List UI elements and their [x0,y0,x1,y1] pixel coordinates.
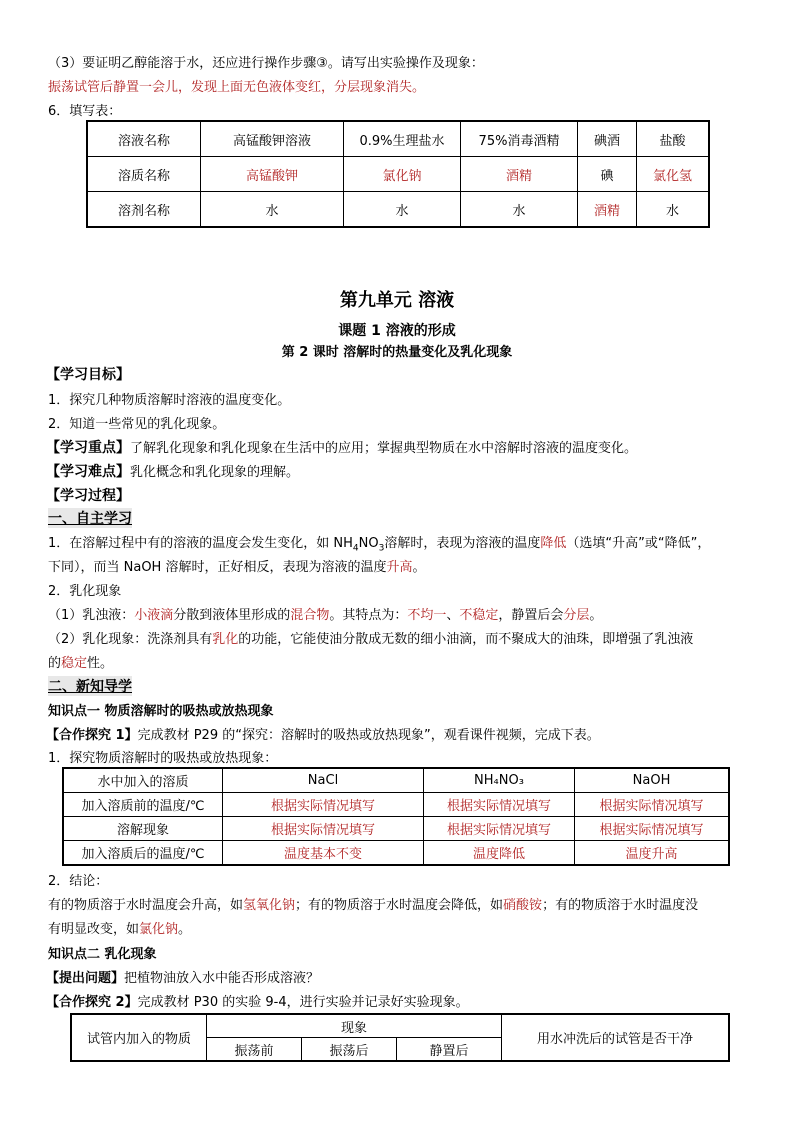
solution-table [86,120,710,228]
key-points: 【学习重点】了解乳化现象和乳化现象在生活中的应用；掌握典型物质在水中溶解时溶液的温度变化。 [46,440,638,456]
conclusion-text-cont: 有明显改变，如氯化钠。 [48,922,192,937]
dissolve-table [62,767,730,866]
table-cell: NaCl [223,768,424,793]
knowledge-point-2: 知识点二 乳化现象 [48,947,157,962]
table-row [63,768,729,793]
table-row [63,817,729,841]
table-cell: 盐酸 [637,121,710,157]
goal-item-2: 2．知道一些常见的乳化现象。 [48,417,226,432]
table-cell: 水 [637,192,710,228]
table-cell: 碘 [578,157,637,192]
table-cell: 现象 [207,1014,502,1038]
table-cell: 温度基本不变 [223,841,424,866]
table-cell: 氯化钠 [344,157,461,192]
q3-answer: 振荡试管后静置一会儿，发现上面无色液体变红，分层现象消失。 [48,80,426,95]
table-cell: 试管内加入的物质 [71,1014,207,1061]
q3-prompt: （3）要证明乙醇能溶于水，还应进行操作步骤③。请写出实验操作及现象： [48,56,484,71]
table-cell: 水 [201,192,344,228]
new-study-heading: 二、新知导学 [48,676,132,696]
table-cell: 溶液名称 [87,121,201,157]
table-cell: 0.9%生理盐水 [344,121,461,157]
q6-label: 6．填写表： [48,104,122,119]
difficulties: 【学习难点】乳化概念和乳化现象的理解。 [46,464,300,480]
table-cell: 高锰酸钾溶液 [201,121,344,157]
table-cell: 氯化氢 [637,157,710,192]
table-cell: 加入溶质后的温度/℃ [63,841,223,866]
knowledge-point-1: 知识点一 物质溶解时的吸热或放热现象 [48,704,274,719]
table-row [71,1014,729,1038]
table-cell: 根据实际情况填写 [223,793,424,817]
self-study-p3: （1）乳浊液：小液滴分散到液体里形成的混合物。其特点为：不均一、不稳定，静置后会分层。 [48,608,603,623]
self-study-p4: （2）乳化现象：洗涤剂具有乳化的功能，它能使油分散成无数的细小油滴，而不聚成大的油珠，即增强了乳浊液 [48,632,694,647]
table-cell: 75%消毒酒精 [461,121,578,157]
process-heading: 【学习过程】 [46,488,130,504]
table-cell: 温度升高 [575,841,730,866]
self-study-p1-cont: 下同），而当 NaOH 溶解时，正好相反，表现为溶液的温度升高。 [48,560,426,575]
table-cell: 酒精 [578,192,637,228]
table-cell: 溶剂名称 [87,192,201,228]
table-cell: 振荡前 [207,1038,302,1062]
table-cell: 根据实际情况填写 [575,817,730,841]
table-cell: 碘酒 [578,121,637,157]
table-row [87,192,709,228]
table-cell: 用水冲洗后的试管是否干净 [502,1014,730,1061]
table-cell: 水 [344,192,461,228]
table-cell: 高锰酸钾 [201,157,344,192]
lesson-title: 课题 1 溶液的形成 [338,323,456,339]
coop-1: 【合作探究 1】完成教材 P29 的“探究：溶解时的吸热或放热现象”，观看课件视频，完成下表。 [46,728,600,743]
table-cell: 根据实际情况填写 [575,793,730,817]
table-cell: 振荡后 [302,1038,397,1062]
period-title: 第 2 课时 溶解时的热量变化及乳化现象 [281,345,513,360]
question: 【提出问题】把植物油放入水中能否形成溶液？ [46,971,320,986]
table-row [87,121,709,157]
table-row [87,157,709,192]
table-cell: NH₄NO₃ [424,768,575,793]
table-cell: 水中加入的溶质 [63,768,223,793]
emulsion-table [70,1013,730,1062]
table-cell: 根据实际情况填写 [223,817,424,841]
unit-title: 第九单元 溶液 [339,290,455,311]
table-row [63,841,729,866]
conclusion-label: 2．结论： [48,874,109,889]
conclusion-text: 有的物质溶于水时温度会升高，如氢氧化钠；有的物质溶于水时温度会降低，如硝酸铵；有的物质溶于水时温度没 [48,898,699,913]
self-study-p4-cont: 的稳定性。 [48,656,114,671]
table-cell: 根据实际情况填写 [424,817,575,841]
table-cell: 酒精 [461,157,578,192]
table-row [63,793,729,817]
self-study-p1: 1．在溶解过程中有的溶液的温度会发生变化，如 $NH_4NO_3$溶解时，表现为溶液的温度降低（选填“升高”或“降低”， [48,536,711,554]
sub-heading-1: 1．探究物质溶解时的吸热或放热现象： [48,751,278,766]
self-study-p2: 2．乳化现象 [48,584,122,599]
table-cell: 溶解现象 [63,817,223,841]
table-cell: 溶质名称 [87,157,201,192]
self-study-heading: 一、自主学习 [48,508,132,528]
table-cell: 根据实际情况填写 [424,793,575,817]
goals-heading: 【学习目标】 [46,367,130,383]
coop-2: 【合作探究 2】完成教材 P30 的实验 9-4，进行实验并记录好实验现象。 [46,995,469,1010]
table-cell: 温度降低 [424,841,575,866]
table-cell: 静置后 [397,1038,502,1062]
goal-item-1: 1．探究几种物质溶解时溶液的温度变化。 [48,393,291,408]
table-cell: NaOH [575,768,730,793]
table-cell: 加入溶质前的温度/℃ [63,793,223,817]
table-cell: 水 [461,192,578,228]
